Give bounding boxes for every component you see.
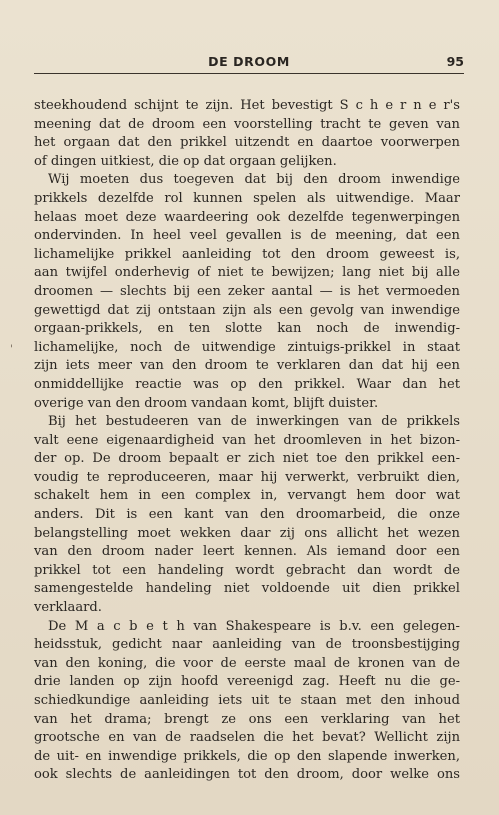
text-line: orgaan-prikkels, en ten slotte kan noch de inwendig- bbox=[34, 321, 460, 337]
text-line: helaas moet deze waardeering ook dezelfde tegenwerpingen bbox=[34, 209, 460, 225]
text-line: prikkel tot een handeling wordt gebracht dan wordt de bbox=[34, 562, 460, 578]
text-line: van den droom nader leert kennen. Als iemand door een bbox=[34, 544, 460, 560]
text-line: droomen — slechts bij een zeker aantal — is het vermoeden bbox=[34, 283, 460, 299]
text-line: ondervinden. In heel veel gevallen is de meening, dat een bbox=[34, 228, 460, 244]
text-line: de uit- en inwendige prikkels, die op den slapende inwerken, bbox=[34, 748, 460, 764]
text-line: valt eene eigenaardigheid van het droomleven in het bizon- bbox=[34, 432, 460, 448]
text-line: ook slechts de aanleidingen tot den droom, door welke ons bbox=[34, 767, 460, 783]
text-line: der op. De droom bepaalt er zich niet toe den prikkel een- bbox=[34, 451, 460, 467]
text-line: schakelt hem in een complex in, vervangt hem door wat bbox=[34, 488, 460, 504]
text-line: overige van den droom vandaan komt, blijft duister. bbox=[34, 395, 379, 411]
text-line: verklaard. bbox=[34, 600, 102, 616]
text-line: belangstelling moet wekken daar zij ons allicht het wezen bbox=[34, 525, 460, 541]
text-line: schiedkundige aanleiding iets uit te staan met den inhoud bbox=[34, 693, 460, 708]
running-title: DE DROOM bbox=[208, 54, 290, 69]
text-line: aan twijfel onderhevig of niet te bewijzen; lang niet bij alle bbox=[34, 265, 460, 281]
text-line: lichamelijke, noch de uitwendige zintuigs-prikkel in staat bbox=[34, 339, 460, 355]
page-number: 95 bbox=[446, 54, 464, 69]
text-line: meening dat de droom een voorstelling tracht te geven van bbox=[34, 116, 460, 132]
text-line: Wij moeten dus toegeven dat bij den droom inwendige bbox=[48, 172, 460, 188]
text-line: onmiddellijke reactie was op den prikkel. Waar dan het bbox=[34, 376, 460, 392]
text-line: van het drama; brengt ze ons een verklaring van het bbox=[34, 711, 460, 727]
text-line: van den koning, die voor de eerste maal de kronen van de bbox=[34, 655, 460, 671]
margin-mark: ' bbox=[10, 344, 13, 355]
text-line: heidsstuk, gedicht naar aanleiding van de troonsbestijging bbox=[34, 637, 460, 653]
text-line: Bij het bestudeeren van de inwerkingen van de prikkels bbox=[48, 414, 460, 430]
text-line: drie landen op zijn hoofd vereenigd zag. Heeft nu die ge- bbox=[34, 674, 460, 690]
text-line: De M a c b e t h van Shakespeare is b.v. een gelegen- bbox=[48, 618, 460, 634]
text-line: anders. Dit is een kant van den droomarbeid, die onze bbox=[34, 507, 460, 523]
text-line: samengestelde handeling niet voldoende uit dien prikkel bbox=[34, 581, 460, 597]
text-line: grootsche en van de raadselen die het bevat? Wellicht zijn bbox=[34, 730, 460, 746]
text-line: het orgaan dat den prikkel uitzendt en daartoe voorwerpen bbox=[34, 135, 460, 151]
text-line: zijn iets meer van den droom te verklaren dan dat hij een bbox=[34, 358, 460, 374]
text-line: prikkels dezelfde rol kunnen spelen als uitwendige. Maar bbox=[34, 190, 460, 206]
text-line: lichamelijke prikkel aanleiding tot den droom geweest is, bbox=[34, 246, 460, 262]
text-line: voudig te reproduceeren, maar hij verwerkt, verbruikt dien, bbox=[34, 469, 460, 485]
text-line: of dingen uitkiest, die op dat orgaan gelijken. bbox=[34, 153, 337, 169]
body-text bbox=[34, 97, 460, 785]
text-line: gewettigd dat zij ontstaan zijn als een gevolg van inwendige bbox=[34, 302, 460, 318]
text-line: steekhoudend schijnt te zijn. Het bevestigt S c h e r n e r's bbox=[34, 98, 460, 113]
page-header bbox=[34, 53, 464, 74]
